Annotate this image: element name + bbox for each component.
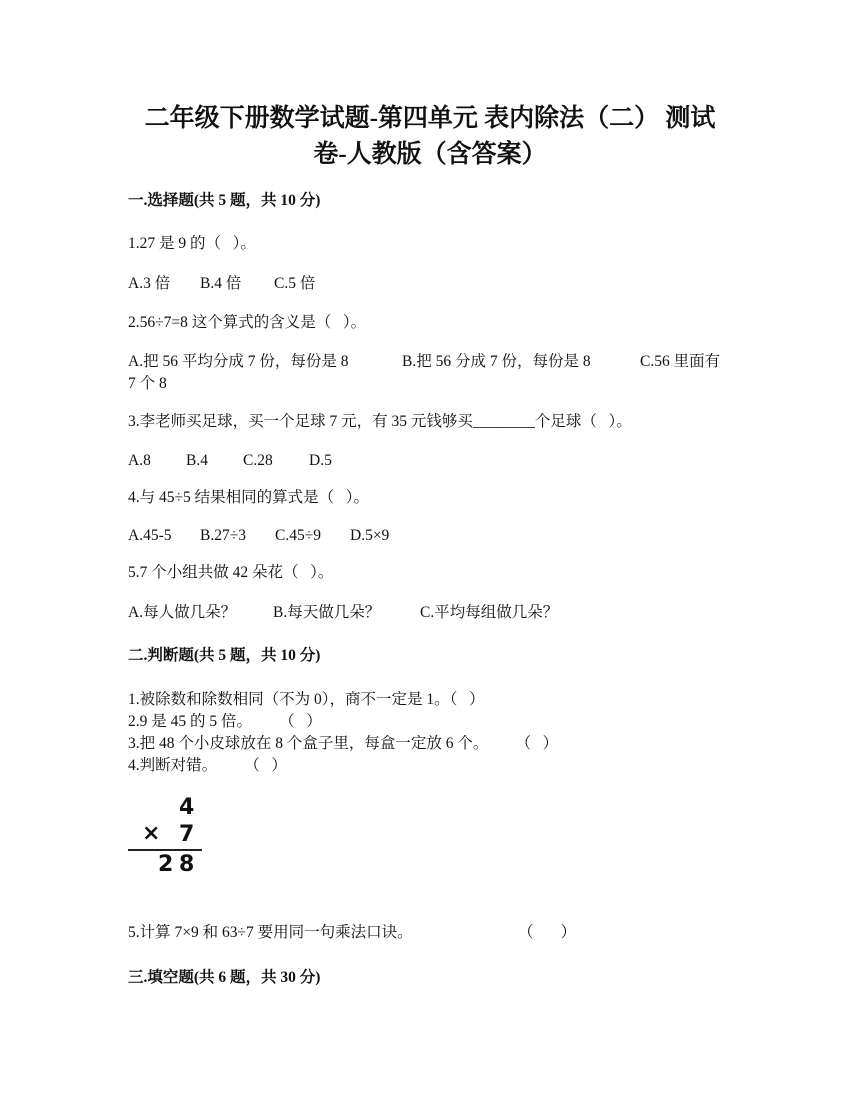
section-heading-choice: 一.选择题(共 5 题，共 10 分) (128, 192, 321, 209)
document-title (0, 101, 860, 173)
figure-result-ones: 8 (179, 852, 195, 877)
q4-option-c: C.45÷9 (275, 527, 321, 544)
q3-option-b: B.4 (186, 452, 208, 469)
title-line-1: 二年级下册数学试题-第四单元 表内除法（二） 测试 (144, 105, 716, 132)
q4-option-a: A.45-5 (128, 527, 172, 544)
title-line-2: 卷-人教版（含答案） (313, 141, 547, 168)
judgement-item-4: 4.判断对错。 （ ） (128, 757, 287, 774)
q4-option-d: D.5×9 (350, 527, 390, 544)
figure-times-sign: × (142, 821, 161, 846)
question-3: 3.李老师买足球，买一个足球 7 元，有 35 元钱够买________个足球（ ）。 (128, 413, 632, 430)
figure-multiplier: 7 (179, 822, 195, 847)
section-heading-fill-blank: 三.填空题(共 6 题，共 30 分) (128, 969, 321, 986)
figure-multiplicand: 4 (179, 795, 195, 820)
question-4: 4.与 45÷5 结果相同的算式是（ ）。 (128, 489, 370, 506)
q3-option-c: C.28 (243, 452, 273, 469)
judgement-item-3: 3.把 48 个小皮球放在 8 个盒子里，每盒一定放 6 个。 （ ） (128, 735, 559, 752)
section-heading-judgement: 二.判断题(共 5 题，共 10 分) (128, 647, 321, 664)
multiplication-figure (125, 793, 215, 883)
q5-option-a: A.每人做几朵？ (128, 604, 237, 621)
q2-option-c: C.56 里面有 (640, 353, 721, 370)
judgement-item-5-paren: （ ） (518, 924, 577, 941)
q2-option-a: A.把 56 平均分成 7 份，每份是 8 (128, 353, 349, 370)
figure-rule (128, 849, 202, 851)
q1-option-c: C.5 倍 (274, 275, 316, 292)
q1-option-b: B.4 倍 (200, 275, 242, 292)
q3-option-d: D.5 (309, 452, 332, 469)
figure-result-tens: 2 (158, 852, 174, 877)
q2-option-b: B.把 56 分成 7 份，每份是 8 (402, 353, 591, 370)
q3-option-a: A.8 (128, 452, 151, 469)
q5-option-b: B.每天做几朵？ (273, 604, 381, 621)
q1-option-a: A.3 倍 (128, 275, 171, 292)
q5-option-c: C.平均每组做几朵？ (420, 604, 559, 621)
question-1: 1.27 是 9 的（ ）。 (128, 235, 256, 252)
question-5: 5.7 个小组共做 42 朵花（ ）。 (128, 564, 334, 581)
judgement-item-1: 1.被除数和除数相同（不为 0），商不一定是 1。（ ） (128, 691, 485, 708)
judgement-item-5: 5.计算 7×9 和 63÷7 要用同一句乘法口诀。 (128, 924, 413, 941)
question-2: 2.56÷7=8 这个算式的含义是（ ）。 (128, 314, 367, 331)
judgement-item-2: 2.9 是 45 的 5 倍。 （ ） (128, 713, 322, 730)
q2-option-c-continued: 7 个 8 (128, 375, 167, 392)
q4-option-b: B.27÷3 (200, 527, 246, 544)
